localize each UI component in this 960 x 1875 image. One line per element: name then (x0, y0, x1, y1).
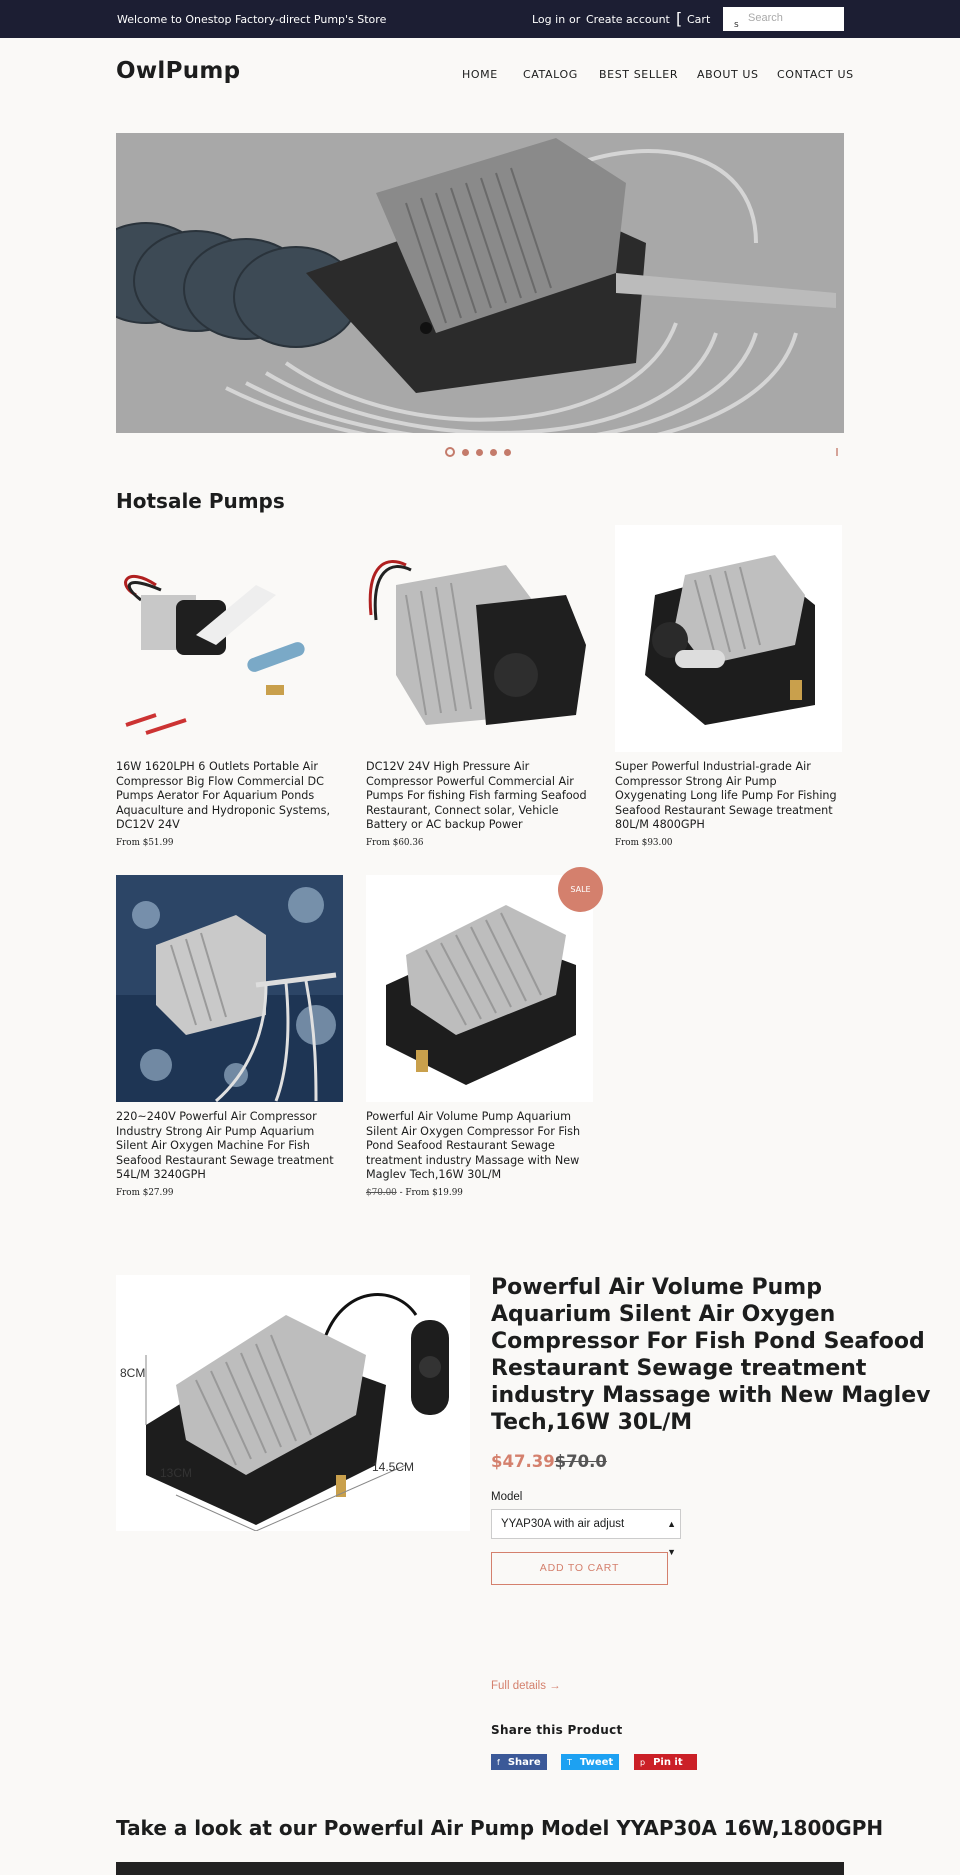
product-title[interactable]: Powerful Air Volume Pump Aquarium Silent Air Oxygen Compressor For Fish Pond Seafood Restaurant Sewage treatment industry Massage with New Maglev Tech,16W 30L/M (366, 1110, 581, 1181)
model-selected-value: YYAP30A with air adjust (501, 1518, 625, 1530)
create-account-link[interactable]: Create account (586, 13, 670, 26)
twitter-tweet-button[interactable] (561, 1754, 619, 1770)
product-price: From $27.99 (116, 1187, 174, 1198)
product-price: From $51.99 (116, 837, 174, 848)
slide-dot[interactable] (490, 449, 497, 456)
welcome-message: Welcome to Onestop Factory-direct Pump's Store (117, 13, 387, 26)
facebook-share-label: Share (507, 1756, 541, 1768)
nav-home[interactable]: HOME (462, 68, 498, 81)
twitter-icon: T (567, 1757, 572, 1767)
or-separator: or (569, 13, 581, 26)
slide-dot[interactable] (504, 449, 511, 456)
search-icon[interactable]: s (734, 20, 739, 30)
featured-compare-price: $70.0 (554, 1452, 607, 1471)
product-title[interactable]: 16W 1620LPH 6 Outlets Portable Air Compressor Big Flow Commercial DC Pumps Aerator For Aquarium Ponds Aquaculture and Hydroponic Systems, DC12V 24V (116, 760, 331, 831)
nav-best-seller[interactable]: BEST SELLER (599, 68, 679, 81)
product-card[interactable] (366, 525, 596, 848)
product-card[interactable] (366, 875, 596, 1198)
product-card[interactable] (116, 525, 346, 848)
cart-icon[interactable]: [ (676, 9, 683, 28)
featured-price (491, 1452, 607, 1471)
slideshow-pause-button[interactable]: ‖ (835, 447, 839, 456)
product-image[interactable] (366, 875, 593, 1102)
pinterest-icon: p (640, 1757, 646, 1767)
twitter-tweet-label: Tweet (579, 1756, 614, 1768)
facebook-icon: f (497, 1757, 500, 1767)
hotsale-section-title: Hotsale Pumps (116, 489, 285, 513)
product-image[interactable] (116, 875, 343, 1102)
pinterest-pin-button[interactable] (634, 1754, 697, 1770)
product-image[interactable] (366, 525, 593, 752)
model-select[interactable] (491, 1509, 681, 1557)
product-title[interactable]: DC12V 24V High Pressure Air Compressor Powerful Commercial Air Pumps For fishing Fish farming Seafood Restaurant, Connect solar, Vehicle Battery or AC backup Power (366, 760, 587, 831)
featured-product-title: Powerful Air Volume Pump Aquarium Silent Air Oxygen Compressor For Fish Pond Seafood Restaurant Sewage treatment industry Massage with New Maglev Tech,16W 30L/M (491, 1275, 931, 1435)
slide-dot[interactable] (462, 449, 469, 456)
sale-badge: SALE (558, 867, 603, 912)
full-details-link[interactable]: Full details → (491, 1680, 561, 1692)
featured-product-image[interactable] (116, 1275, 470, 1531)
dimension-depth: 13CM (160, 1466, 193, 1480)
product-title[interactable]: 220~240V Powerful Air Compressor Industry Strong Air Pump Aquarium Silent Air Oxygen Machine For Fish Seafood Restaurant Sewage treatment 54L/M 3240GPH (116, 1110, 334, 1181)
search-placeholder: Search (748, 12, 783, 24)
nav-contact-us[interactable]: CONTACT US (777, 68, 854, 81)
slideshow-dots (445, 447, 511, 457)
product-price: From $93.00 (615, 837, 673, 848)
compare-price: $70.00 (366, 1187, 397, 1198)
product-title[interactable]: Super Powerful Industrial-grade Air Compressor Strong Air Pump Oxygenating Long life Pump For Fishing Seafood Restaurant Sewage treatment 80L/M 4800GPH (615, 760, 837, 831)
product-card[interactable] (116, 875, 346, 1198)
model-label: Model (491, 1491, 523, 1503)
sale-price: From $19.99 (405, 1187, 463, 1198)
product-image[interactable] (615, 525, 842, 752)
dimension-height: 8CM (120, 1366, 146, 1380)
site-logo[interactable]: OwlPump (116, 58, 241, 84)
nav-about-us[interactable]: ABOUT US (697, 68, 759, 81)
product-image[interactable] (116, 525, 343, 752)
cart-link[interactable]: Cart (687, 13, 711, 26)
select-arrows-icon: ▲ ▼ (667, 1519, 676, 1557)
dimension-width: 14.5CM (372, 1460, 415, 1474)
slide-dot[interactable] (445, 447, 455, 457)
slide-dot[interactable] (476, 449, 483, 456)
login-link[interactable]: Log in (532, 13, 566, 26)
search-input[interactable] (723, 7, 844, 31)
product-price: $70.00 - From $19.99 (366, 1187, 463, 1198)
top-bar (0, 0, 960, 38)
add-to-cart-button[interactable]: ADD TO CART (491, 1552, 668, 1585)
pinterest-pin-label: Pin it (653, 1756, 683, 1768)
product-card[interactable] (615, 525, 845, 848)
product-price: From $60.36 (366, 837, 424, 848)
facebook-share-button[interactable] (491, 1754, 547, 1770)
video-player[interactable] (116, 1862, 844, 1875)
nav-catalog[interactable]: CATALOG (523, 68, 578, 81)
share-title: Share this Product (491, 1723, 623, 1737)
hero-slide-image[interactable] (116, 133, 844, 433)
featured-sale-price: $47.39 (491, 1452, 555, 1471)
video-section-title: Take a look at our Powerful Air Pump Model YYAP30A 16W,1800GPH (116, 1816, 884, 1840)
